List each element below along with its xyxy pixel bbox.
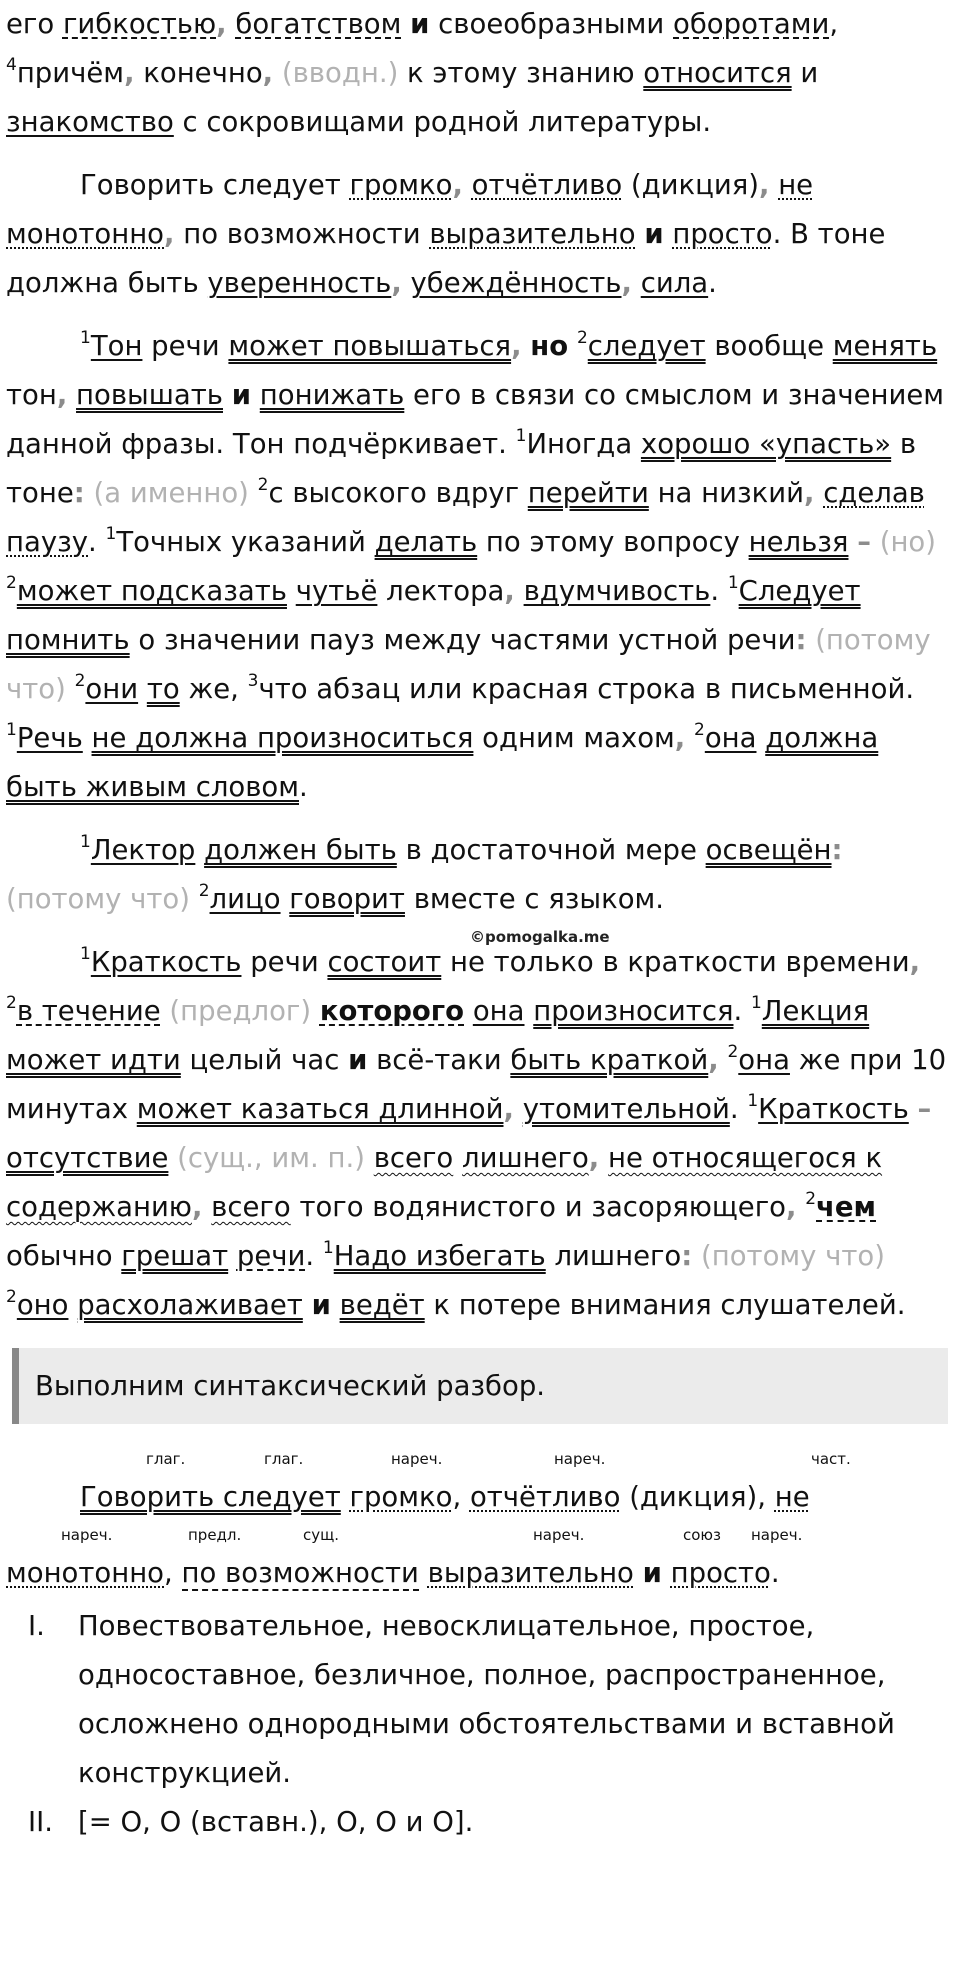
pos-labels-row (6, 1518, 954, 1552)
text-paragraph: его гибкостью, богатством и своеобразными оборотами, $^4$причём, конечно, (вводн.) к этому знанию относится и знакомство с сокровищами родной литературы. (6, 8, 839, 138)
callout-text: Выполним синтаксический разбор. (35, 1370, 546, 1402)
pos-label: глаг. (264, 1450, 304, 1468)
text-paragraph: $^1$Краткость речи состоит не только в краткости времени, $^2$в течение (предлог) которого она произносится. $^1$Лекция может идти целый час и всё-таки быть краткой, $^2$она же при 10 минутах может казаться длинной, утомительной. $^1$Краткость – отсутствие (сущ., им. п.) всего лишнего, не относящегося к содержанию, всего того водянистого и засоряющего, $^2$чем обычно грешат речи. $^1$Надо избегать лишнего: (потому что) $^2$оно расхолаживает и ведёт к потере внимания слушателей. (6, 944, 947, 1321)
analysed-sentence: монотонно, по возможности выразительно и просто. (6, 1557, 780, 1589)
pos-label: глаг. (146, 1450, 186, 1468)
pos-label: союз (683, 1526, 722, 1544)
analysis-text: Повествовательное, невосклицательное, простое, односоставное, безличное, полное, распространенное, осложнено однородными обстоятельствами и вставной конструкцией. (78, 1610, 895, 1789)
callout-box (12, 1348, 948, 1424)
pos-label: нареч. (554, 1450, 606, 1468)
analysed-sentence: Говорить следует громко, отчётливо (дикция), не (80, 1481, 810, 1513)
pos-label: нареч. (751, 1526, 803, 1544)
text-paragraph: $^1$Тон речи может повышаться, но $^2$следует вообще менять тон, повышать и понижать его в связи со смыслом и значением данной фразы. Тон подчёркивает. $^1$Иногда хорошо «упасть» в тоне: (а именно) $^2$с высокого вдруг перейти на низкий, сделав паузу. $^1$Точных указаний делать по этому вопросу нельзя – (но) $^2$может подсказать чутьё лектора, вдумчивость. $^1$Следует помнить о значении пауз между частями устной речи: (потому что) $^2$они то же, $^3$что абзац или красная строка в письменной. $^1$Речь не должна произноситься одним махом, $^2$она должна быть живым словом. (6, 328, 945, 803)
text-paragraph: $^1$Лектор должен быть в достаточной мере освещён: (потому что) $^2$лицо говорит вместе с языком. (6, 832, 843, 915)
pos-label: нареч. (533, 1526, 585, 1544)
pos-label: нареч. (61, 1526, 113, 1544)
pos-label: част. (811, 1450, 851, 1468)
analysis-list (6, 1602, 954, 1847)
item-numeral: II. (28, 1806, 53, 1838)
item-numeral: I. (28, 1610, 45, 1642)
pos-labels-row (6, 1442, 954, 1476)
pos-label: сущ. (303, 1526, 340, 1544)
analysis-item (6, 1798, 954, 1847)
formula: [= О, О (вставн.), О, О и О]. (78, 1806, 474, 1838)
pos-label: предл. (188, 1526, 242, 1544)
watermark: ©pomogalka.me (470, 928, 610, 946)
text-paragraph: Говорить следует громко, отчётливо (дикция), не монотонно, по возможности выразительно и просто. В тоне должна быть уверенность, убеждённость, сила. (6, 169, 886, 299)
analysis-item (6, 1602, 954, 1798)
pos-label: нареч. (391, 1450, 443, 1468)
